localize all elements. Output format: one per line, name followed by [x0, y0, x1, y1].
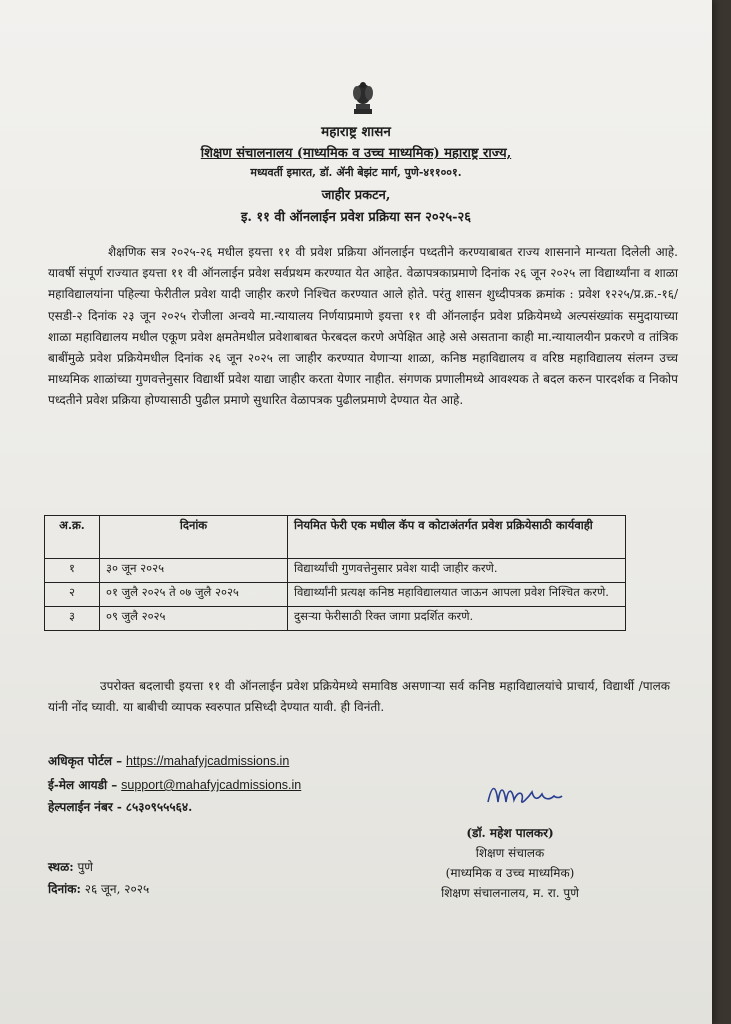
portal-label: अधिकृत पोर्टल – — [48, 754, 123, 768]
row-action: दुसऱ्या फेरीसाठी रिक्त जागा प्रदर्शित करणे. — [288, 607, 626, 631]
signatory-designation: शिक्षण संचालक — [475, 846, 545, 860]
main-paragraph: शैक्षणिक सत्र २०२५-२६ मधील इयत्ता ११ वी प्रवेश प्रक्रिया ऑनलाईन पध्दतीने करण्याबाबत राज्य शासनाने मान्यता दिलेली आहे. यावर्षी संपूर्ण राज्यात इयत्ता ११ वी ऑनलाईन प्रवेश सर्वप्रथम करण्यात येत आहेत. वेळापत्रकाप्रमाणे दिनांक २६ जून २०२५ ला विद्यार्थ्यांना व शाळा महाविद्यालयांना पहिल्या फेरीतील प्रवेश यादी जाहीर करणे निश्चित करण्यात आले होते. परंतु शासन शुध्दीपत्रक क्रमांक : प्रवेश १२२५/प्र.क्र.-१६/एसडी-२ दिनांक २३ जून २०२५ रोजीला अन्वये मा.न्यायालय निर्णयाप्रमाणे इयत्ता ११ वी ऑनलाईन प्रवेश प्रक्रियेमध्ये अल्पसंख्यांक समुदायाच्या शाळा महाविद्यालय मधील एकूण प्रवेश क्षमतेमधील प्रवेशाबाबत फेरबदल करणे अपेक्षित आहे असे असताना काही मा.न्यायालयीन प्रकरणे व तांत्रिक बाबींमुळे प्रवेश प्रक्रियेमधील दिनांक २६ जून २०२५ ला जाहीर करण्यात येणाऱ्या शाळा, कनिष्ठ महाविद्यालय व वरिष्ठ महाविद्यालय संलग्न उच्च माध्यमिक शाळांच्या गुणवत्तेनुसार विद्यार्थी प्रवेश याद्या जाहीर करता येणार नाहीत. संगणक प्रणालीमध्ये आवश्यक ते बदल करुन पारदर्शक व निकोप पध्दतीने प्रवेश प्रक्रिया होण्यासाठी पुढील प्रमाणे सुधारित वेळापत्रक पुढीलप्रमाणे देण्यात येत आहे. — [48, 245, 678, 408]
government-name: महाराष्ट्र शासन — [321, 124, 391, 140]
header-action: नियमित फेरी एक मधील कॅप व कोटाअंतर्गत प्रवेश प्रक्रियेसाठी कार्यवाही — [288, 516, 626, 559]
place-label: स्थळ: — [48, 860, 74, 874]
email-link[interactable]: support@mahafyjcadmissions.in — [121, 778, 302, 792]
header-date: दिनांक — [100, 516, 288, 559]
email-line — [48, 776, 301, 793]
ashoka-emblem-icon — [348, 80, 378, 116]
row-serial: २ — [45, 583, 100, 607]
signature-image — [484, 778, 564, 810]
signatory-name: (डॉ. महेश पालकर) — [466, 826, 554, 840]
signatory-department: (माध्यमिक व उच्च माध्यमिक) — [445, 866, 575, 880]
table-row — [45, 607, 626, 631]
closing-paragraph: उपरोक्त बदलाची इयत्ता ११ वी ऑनलाईन प्रवेश प्रक्रियेमध्ये समाविष्ठ असणाऱ्या सर्व कनिष्ठ महाविद्यालयांचे प्राचार्य, विद्यार्थी /पालक यांनी नोंद घ्यावी. या बाबीची व्यापक स्वरुपात प्रसिध्दी देण्यात यावी. ही विनंती. — [48, 679, 670, 714]
office-address: मध्यवर्ती इमारत, डॉ. ॲनी बेझंट मार्ग, पुणे-४११००१. — [250, 166, 462, 179]
row-date: ३० जून २०२५ — [100, 559, 288, 583]
portal-line — [48, 752, 289, 769]
table-header-row — [45, 516, 626, 559]
row-serial: ३ — [45, 607, 100, 631]
helpline-number: ८५३०९५५५६४. — [125, 800, 193, 814]
email-label: ई-मेल आयडी – — [48, 778, 118, 792]
signatory-office: शिक्षण संचालनालय, म. रा. पुणे — [441, 886, 579, 900]
helpline-line — [48, 798, 192, 815]
notice-title: जाहीर प्रकटन, — [321, 188, 391, 203]
row-date: ०९ जुलै २०२५ — [100, 607, 288, 631]
helpline-label: हेल्पलाईन नंबर - — [48, 800, 122, 814]
row-action: विद्यार्थ्यांनी प्रत्यक्ष कनिष्ठ महाविद्यालयात जाऊन आपला प्रवेश निश्चित करणे. — [288, 583, 626, 607]
schedule-table — [44, 515, 626, 631]
row-serial: १ — [45, 559, 100, 583]
place-value: पुणे — [77, 860, 93, 874]
header-serial: अ.क्र. — [45, 516, 100, 559]
date-value: २६ जून, २०२५ — [84, 882, 150, 896]
portal-link[interactable]: https://mahafyjcadmissions.in — [126, 754, 290, 768]
row-date: ०१ जुलै २०२५ ते ०७ जुलै २०२५ — [100, 583, 288, 607]
table-row — [45, 583, 626, 607]
date-label: दिनांक: — [48, 882, 81, 896]
directorate-name: शिक्षण संचालनालय (माध्यमिक व उच्च माध्यमिक) महाराष्ट्र राज्य, — [200, 146, 512, 161]
table-row — [45, 559, 626, 583]
date-line — [48, 880, 149, 897]
place-line — [48, 858, 93, 875]
notice-subject: इ. ११ वी ऑनलाईन प्रवेश प्रक्रिया सन २०२५-२६ — [240, 210, 472, 225]
row-action: विद्यार्थ्यांची गुणवत्तेनुसार प्रवेश यादी जाहीर करणे. — [288, 559, 626, 583]
